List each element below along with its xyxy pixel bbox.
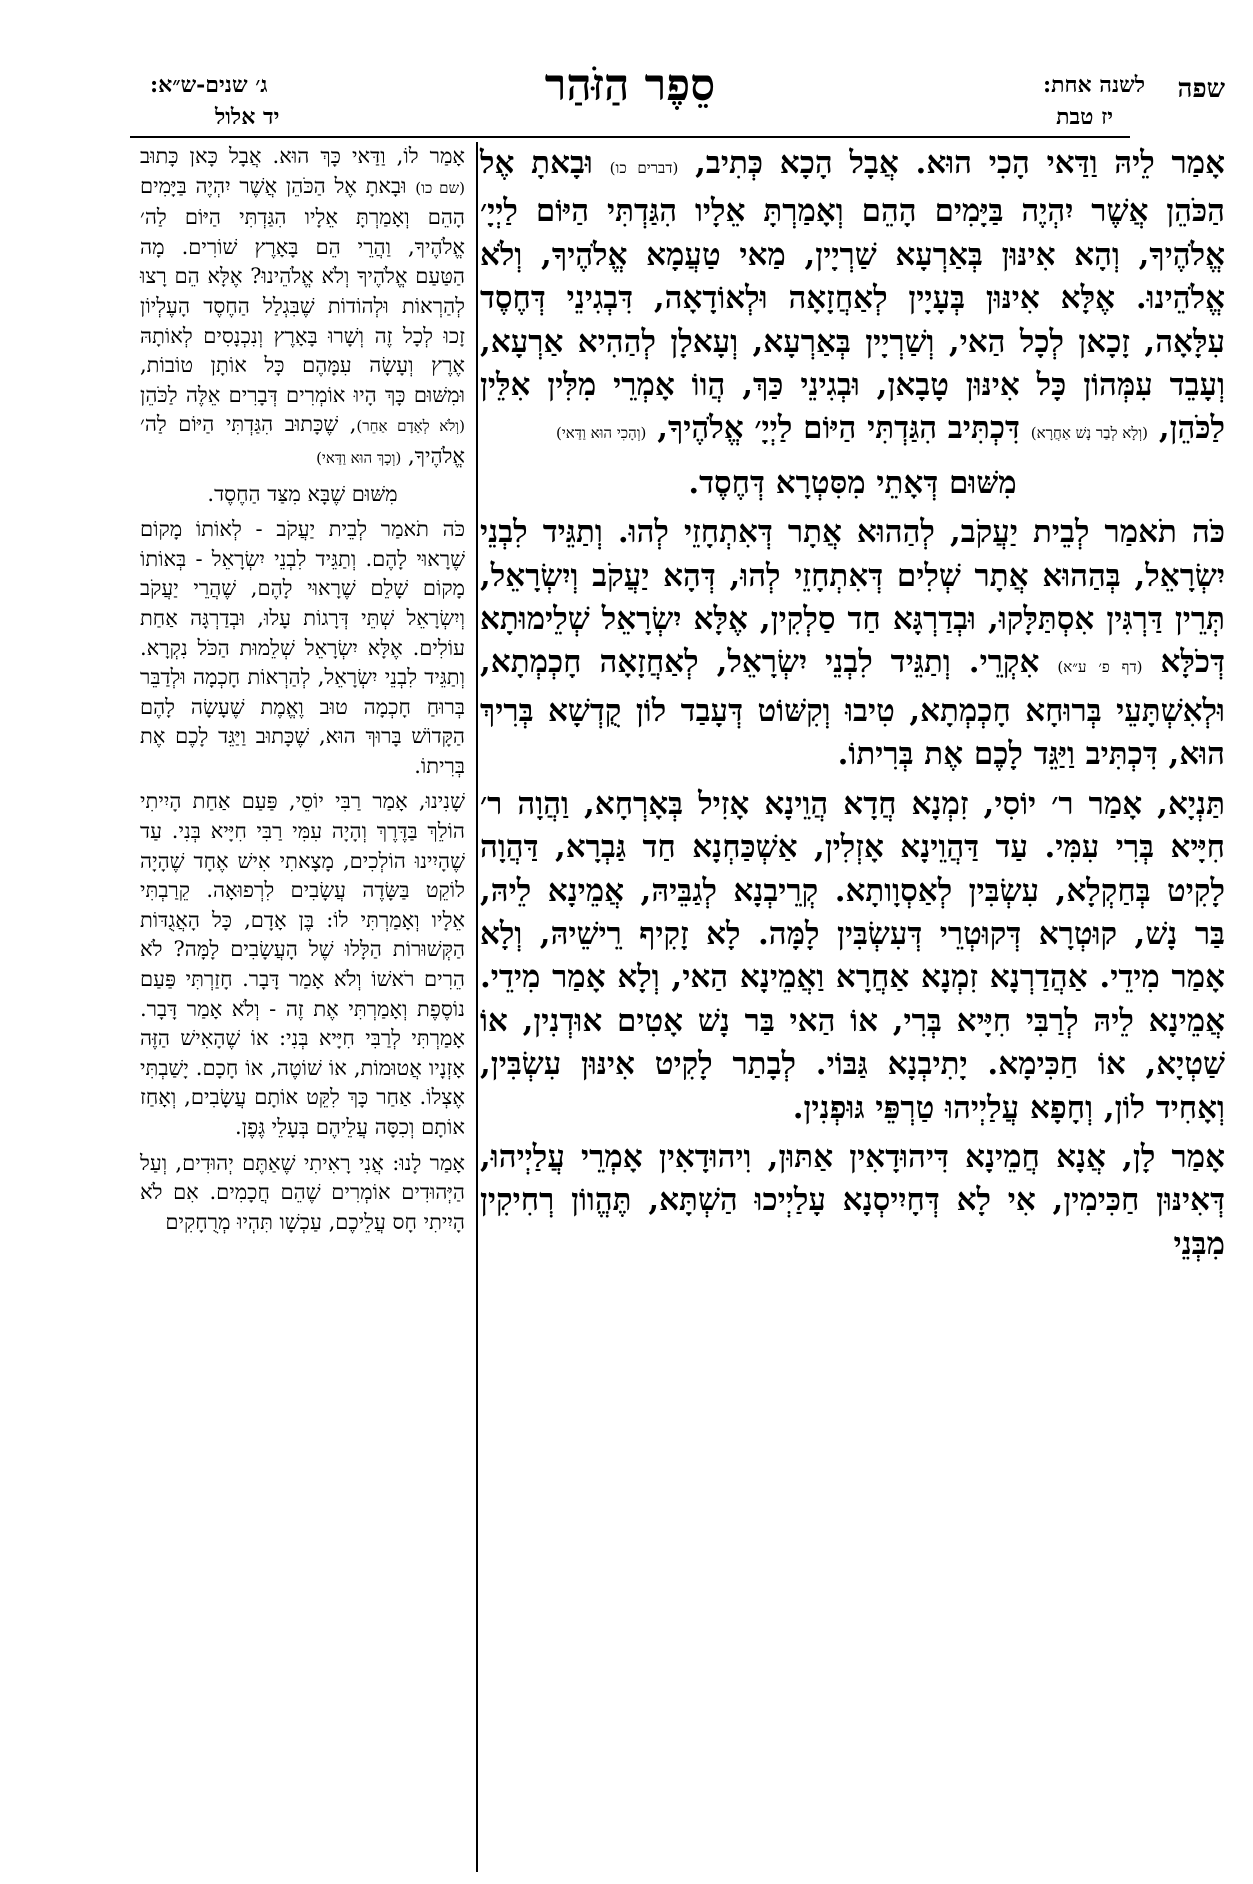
- translation-column: [140, 142, 465, 1237]
- schedule-one-year: לשנה אחת:: [1042, 72, 1145, 98]
- column-divider: [476, 142, 478, 1872]
- schedule-three-years: ג׳ שנים-ש״א:: [150, 72, 268, 98]
- translation-paragraph-4: אָמַר לָנוּ: אֲנִי רָאִיתִי שֶׁאַתֶּם יְהוּדִים, וְעַל הַיְּהוּדִים אוֹמְרִים שֶׁהֵם חֲכָמִים. אִם לֹא הָיִיתִי חָס עֲלֵיכֶם, עַכְשָׁו תִּהְיוּ מְרֻחָקִים: [140, 1150, 465, 1234]
- aramaic-text: אָמַר לֵיהּ וַדַּאי הָכִי הוּא. אֲבָל הָכָא כְּתִיב,: [695, 145, 1225, 181]
- schedule-three-years-date: יד אלול: [215, 104, 280, 130]
- inline-note: (וְלָא לְבַר נָשׁ אַחֲרָא): [1030, 424, 1149, 443]
- inline-note: (וְהָכִי הוּא וַדַּאי): [555, 424, 647, 443]
- translation-paragraph-1-end: מִשּׁוּם שֶׁבָּא מִצַּד הַחֶסֶד.: [207, 481, 398, 506]
- aramaic-text: כֹּה תֹאמַר לְבֵית יַעֲקֹב, לְהַהוּא אֲתָר דְּאִתְחָזֵי לְהוּ. וְתַגֵּיד לִבְנֵי יִשְׂרָאֵל, בְּהַהוּא אֲתָר שְׁלִים דְּאִתְחָזֵי לְהוּ, דְּהָא יַעֲקֹב וְיִשְׂרָאֵל, תְּרֵין דַּרְגִּין אִסְתַּלָּקוּ, וּבְדַרְגָּא חַד סַלְקִין, אֶלָּא יִשְׂרָאֵל שְׁלֵימוּתָא דְּכֹלָּא: [480, 514, 1225, 681]
- page-reference: (דף פ׳ ע״א): [1057, 658, 1143, 677]
- translation-text: , שֶׁכָּתוּב הִגַּדְתִּי הַיּוֹם לַה׳ אֱלֹהֶיךָ,: [140, 412, 465, 468]
- book-title: סֵפֶר הַזֹּהַר: [544, 60, 716, 111]
- aramaic-paragraph-2: [480, 511, 1225, 776]
- translation-paragraph-3: שָׁנִינוּ, אָמַר רַבִּי יוֹסֵי, פַּעַם אַחַת הָיִיתִי הוֹלֵךְ בַּדֶּרֶךְ וְהָיָה עִמִּי רַבִּי חִיָּיא בְּנִי. עַד שֶׁהָיִינוּ הוֹלְכִים, מָצָאתִי אִישׁ אֶחָד שֶׁהָיָה לוֹקֵט בַּשָּׂדֶה עֲשָׂבִים לִרְפוּאָה. קֵרַבְתִּי אֵלָיו וְאָמַרְתִּי לוֹ: בֶּן אָדָם, כָּל הָאֲגֻדּוֹת הַקְּשׁוּרוֹת הַלָּלוּ שֶׁל הָעֲשָׂבִים לָמָּה? לֹא הֵרִים רֹאשׁוֹ וְלֹא אָמַר דָּבָר. חָזַרְתִּי פַּעַם נוֹסֶפֶת וְאָמַרְתִּי אֶת זֶה - וְלֹא אָמַר דָּבָר. אָמַרְתִּי לְרַבִּי חִיָּיא בְּנִי: אוֹ שֶׁהָאִישׁ הַזֶּה אָזְנָיו אֲטוּמוֹת, אוֹ שׁוֹטֶה, אוֹ חָכָם. יָשַׁבְתִּי אֶצְלוֹ. אַחַר כָּךְ לִקֵּט אוֹתָם עֲשָׂבִים, וְאָחַז אוֹתָם וְכִסָּה עֲלֵיהֶם בְּעָלֵי גֶּפֶן.: [140, 789, 465, 1139]
- translation-paragraph-1: [140, 142, 465, 474]
- translation-text: וּבָאתָ אֶל הַכֹּהֵן אֲשֶׁר יִהְיֶה בַּיָּמִים הָהֵם וְאָמַרְתָּ אֵלָיו הִגַּדְתִּי הַיּוֹם לַה׳ אֱלֹהֶיךָ, וַהֲרֵי הֵם בָּאָרֶץ שׁוֹרִים. מָה הַטַּעַם אֱלֹהֶיךָ וְלֹא אֱלֹהֵינוּ? אֶלָּא הֵם רָצוּ לְהַרְאוֹת וּלְהוֹדוֹת שֶׁבִּגְלַל הַחֶסֶד הָעֶלְיוֹן זָכוּ לְכָל זֶה וְשָׁרוּ בָּאָרֶץ וְנִכְנָסִים לְאוֹתָהּ אֶרֶץ וְעָשָׂה עִמָּהֶם כָּל אוֹתָן טוֹבוֹת, וּמִשּׁוּם כָּךְ הָיוּ אוֹמְרִים דְּבָרִים אֵלֶּה לַכֹּהֵן: [140, 173, 465, 407]
- aramaic-column: [480, 142, 1225, 1266]
- inline-note: (וְלֹא לְאָדָם אַחֵר): [356, 417, 465, 436]
- aramaic-paragraph-4: אָמַר לָן, אֲנָא חֲמֵינָא דִּיהוּדָאִין אַתּוּן, וִיהוּדָאִין אָמְרֵי עֲלַיְיהוּ, דְּאִינּוּן חַכִּימִין, אִי לָא דְּחָיִיסְנָא עָלַיְיכוּ הַשְׁתָּא, תֶּהֱווֹן רְחִיקִין מִבְּנֵי: [480, 1138, 1225, 1262]
- aramaic-paragraph-1: [480, 142, 1225, 456]
- aramaic-text: אִקְרֵי. וְתַגֵּיד לִבְנֵי יִשְׂרָאֵל, לְאַחֲזָאָה חָכְמְתָא, וּלְאִשְׁתָּעֵי בְּרוּחָא חָכְמְתָא, טִיבוּ וְקִשּׁוֹט דְּעָבַד לוֹן קֻדְשָׁא בְּרִיךְ הוּא, דִּכְתִּיב וַיַּגֵּד לָכֶם אֶת בְּרִיתוֹ.: [480, 644, 1225, 773]
- translation-paragraph-2: כֹּה תֹאמַר לְבֵית יַעֲקֹב - לְאוֹתוֹ מָקוֹם שֶׁרָאוּי לָהֶם. וְתַגֵּיד לִבְנֵי יִשְׂרָאֵל - בְּאוֹתוֹ מָקוֹם שָׁלֵם שֶׁרָאוּי לָהֶם, שֶׁהֲרֵי יַעֲקֹב וְיִשְׂרָאֵל שְׁתֵּי דְּרָגוֹת עָלוּ, וּבְדַרְגָּה אַחַת עוֹלִים. אֶלָּא יִשְׂרָאֵל שְׁלֵמוּת הַכֹּל נִקְרָא. וְתַגֵּיד לִבְנֵי יִשְׂרָאֵל, לְהַרְאוֹת חָכְמָה וּלְדַבֵּר בְּרוּחַ חָכְמָה טוּב וֶאֱמֶת שֶׁעָשָׂה לָהֶם הַקָּדוֹשׁ בָּרוּךְ הוּא, שֶׁכָּתוּב וַיַּגֵּד לָכֶם אֶת בְּרִיתוֹ.: [140, 517, 465, 778]
- aramaic-paragraph-3: תַּנְיָא, אָמַר ר׳ יוֹסִי, זִמְנָא חֲדָא הֲוֵינָא אָזִיל בְּאָרְחָא, וַהֲוָה ר׳ חִיָּיא בְּרִי עִמִּי. עַד דַּהֲוֵינָא אָזְלִין, אַשְׁכַּחְנָא חַד גַּבְרָא, דַּהֲוָה לָקִיט בְּחַקְלָא, עִשְׂבִּין לְאַסְוָותָא. קְרֵיבְנָא לְגַבֵּיהּ, אֲמֵינָא לֵיהּ, בַּר נָשׁ, קוּטְרָא דְּקוּטְרֵי דְּעִשְׂבִּין לָמָּה. לָא זָקִיף רֵישֵׁיהּ, וְלָא אָמַר מִידֵי. אַהֲדַרְנָא זִמְנָא אַחֲרָא וַאֲמֵינָא הַאי, וְלָא אָמַר מִידֵי. אֲמֵינָא לֵיהּ לְרַבִּי חִיָּיא בְּרִי, אוֹ הַאי בַּר נָשׁ אָטִים אוּדְנִין, אוֹ שַׁטְיָא, אוֹ חַכִּימָא. יָתִיבְנָא גַּבּוֹי. לְבָתַר לָקִיט אִינּוּן עִשְׂבִּין, וְאָחִיד לוֹן, וְחָפָא עֲלַיְיהוּ טַרְפֵּי גּוּפְנִין.: [480, 785, 1225, 1126]
- aramaic-text: וּבָאתָ אֶל הַכֹּהֵן אֲשֶׁר יִהְיֶה בַּיָּמִים הָהֵם וְאָמַרְתָּ אֵלָיו הִגַּדְתִּי הַיּוֹם לַיְיָ׳ אֱלֹהֶיךָ, וְהָא אִינּוּן בְּאַרְעָא שַׁרְיָין, מַאי טַעֲמָא אֱלֹהֶיךָ, וְלֹא אֱלֹהֵינוּ. אֶלָּא אִינּוּן בְּעָיָין לְאַחֲזָאָה וּלְאוֹדָאָה, דִּבְגִינֵי דְּחֶסֶד עִלָּאָה, זָכָאן לְכָל הַאי, וְשַׁרְיָין בְּאַרְעָא, וְעָאלָן לְהַהִיא אַרְעָא, וְעָבֵד עִמְּהוֹן כָּל אִינּוּן טָבָאן, וּבְגִינֵי כַּךְ, הֲווֹ אָמְרֵי מִלִּין אִלֵּין לַכֹּהֵן,: [480, 145, 1225, 447]
- schedule-one-year-date: יז טבת: [1056, 104, 1113, 130]
- header-rule: [130, 136, 1130, 138]
- page-number: שפה: [1177, 74, 1225, 104]
- aramaic-paragraph-1-end: מִשּׁוּם דְּאָתֵי מִסִּטְרָא דְּחֶסֶד.: [688, 464, 1017, 501]
- inline-note: (וְכָךְ הוּא וַדַּאי): [316, 448, 402, 467]
- translation-text: אָמַר לוֹ, וַדַּאי כָּךְ הוּא. אֲבָל כָּאן כָּתוּב: [140, 144, 465, 168]
- aramaic-text: דִּכְתִּיב הִגַּדְתִּי הַיּוֹם לַיְיָ׳ אֱלֹהֶיךָ,: [657, 410, 1020, 447]
- verse-reference: (שם כו): [415, 178, 465, 197]
- verse-reference: (דברים כו): [609, 159, 679, 177]
